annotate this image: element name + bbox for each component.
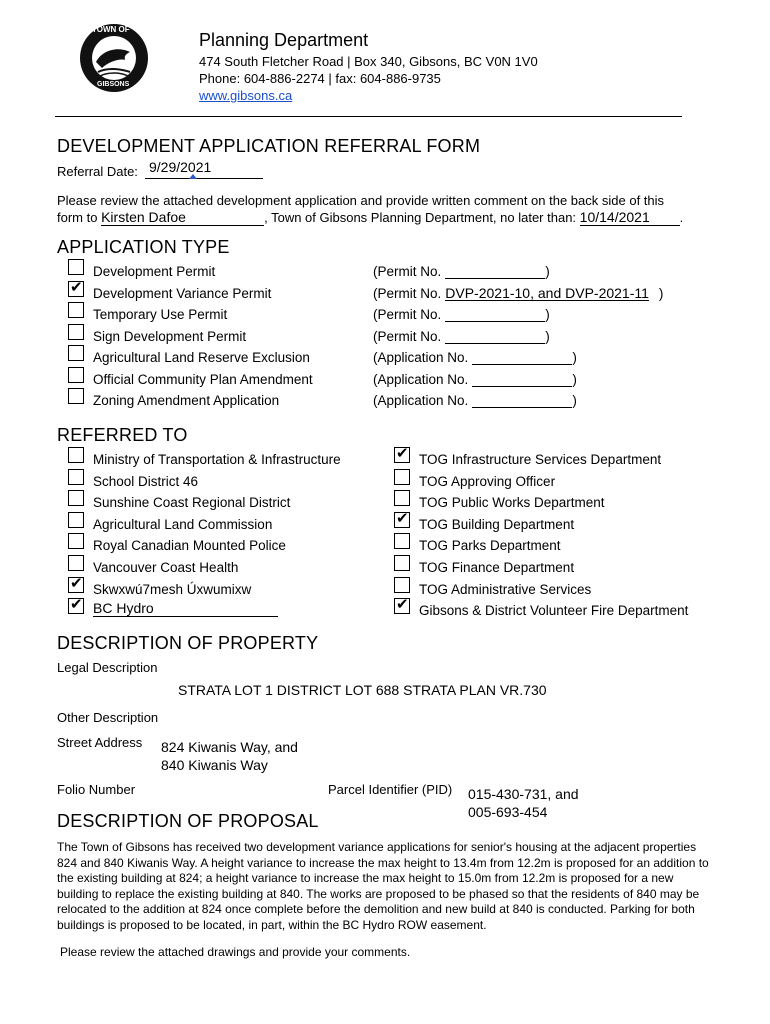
proposal-text[interactable]: The Town of Gibsons has received two development variance applications for senior's housing at the adjacent properties 824 and 840 Kiwanis Way. A height variance to increase the max height to 13.4m from 12.2m is proposed for an addition to the existing building at 824; a height variance to increase the max height to 15.0m from 12.2m is proposed for a new building to replace the existing building at 840. The works are proposed to be phased so that the residents of 840 may be relocated to the addition at 824 once complete before the demolition and new build at 840 is conducted. Parking for both buildings is proposed to be located, in part, within the BC Hydro ROW easement. — [57, 840, 709, 932]
referral-department-checkbox[interactable] — [394, 555, 410, 571]
department-address: 474 South Fletcher Road | Box 340, Gibsons, BC V0N 1V0 — [199, 54, 538, 69]
reference-number-field — [373, 328, 550, 344]
referred-to-heading: REFERRED TO — [57, 425, 188, 445]
referral-department-checkbox[interactable] — [394, 598, 410, 614]
reference-number-close: ) — [545, 328, 550, 344]
referral-department-label: TOG Parks Department — [419, 538, 561, 554]
referral-agency-label: Skwxwú7mesh Úxwumixw — [93, 581, 252, 597]
application-type-checkbox[interactable] — [68, 324, 84, 340]
proposal-closing: Please review the attached drawings and provide your comments. — [60, 945, 411, 959]
referral-date-value: 9/29/2021 — [149, 159, 212, 175]
header-divider — [55, 116, 682, 117]
logo-text-top: TOWN OF — [92, 25, 130, 34]
recipient-value: Kirsten Dafoe — [101, 209, 186, 225]
application-type-heading: APPLICATION TYPE — [57, 237, 230, 257]
department-title: Planning Department — [199, 30, 369, 50]
referral-department-label: TOG Finance Department — [419, 560, 575, 575]
reference-number-value: DVP-2021-10, and DVP-2021-11 — [445, 284, 649, 301]
reference-number-label: (Permit No. — [373, 285, 442, 301]
other-agency-field[interactable]: BC Hydro — [93, 600, 278, 617]
application-type-label: Sign Development Permit — [93, 328, 247, 344]
reference-number-field — [373, 285, 663, 301]
reference-number-label: (Permit No. — [373, 328, 442, 344]
reference-number-input[interactable] — [445, 263, 545, 279]
checkmark-icon: ✔ — [396, 596, 409, 614]
referral-agency-checkbox[interactable] — [68, 512, 84, 528]
referral-agency-label: School District 46 — [93, 473, 199, 489]
reference-number-close: ) — [572, 350, 577, 365]
reference-number-close: ) — [658, 285, 664, 301]
application-type-label: Temporary Use Permit — [93, 307, 228, 322]
checkmark-icon: ✔ — [396, 509, 409, 527]
referral-date-field[interactable] — [145, 158, 263, 179]
reference-number-close: ) — [572, 393, 577, 408]
referral-department-label: TOG Building Department — [419, 516, 575, 532]
reference-number-input[interactable] — [445, 328, 545, 344]
reference-number-input[interactable] — [445, 285, 649, 301]
application-type-checkbox[interactable] — [68, 278, 84, 297]
application-type-label: Development Variance Permit — [93, 285, 272, 301]
reference-number-close: ) — [545, 307, 550, 322]
application-type-label: Official Community Plan Amendment — [93, 371, 313, 387]
application-type-label: Agricultural Land Reserve Exclusion — [93, 350, 310, 365]
application-type-checkbox[interactable] — [68, 259, 84, 275]
reference-number-input[interactable] — [472, 392, 572, 408]
referral-department-label: Gibsons & District Volunteer Fire Department — [419, 603, 689, 619]
street-address-line-2[interactable]: 840 Kiwanis Way — [161, 757, 268, 773]
referral-agency-checkbox[interactable] — [68, 447, 84, 463]
reference-number-input[interactable] — [445, 306, 545, 322]
referral-department-label: TOG Administrative Services — [419, 581, 592, 597]
instruction-line-2 — [57, 209, 683, 226]
referral-department-checkbox[interactable] — [394, 533, 410, 549]
checkmark-icon: ✔ — [70, 278, 83, 296]
referral-agency-label: Agricultural Land Commission — [93, 516, 273, 532]
application-type-checkbox[interactable] — [68, 388, 84, 404]
instruction-line-1: Please review the attached development application and provide written comment on the back side of this — [57, 193, 665, 208]
folio-number-label: Folio Number — [57, 782, 136, 797]
logo-text-bottom: GIBSONS — [97, 81, 130, 88]
application-type-checkbox[interactable] — [68, 302, 84, 318]
pid-line-1[interactable]: 015-430-731, and — [468, 786, 579, 802]
deadline-value: 10/14/2021 — [579, 209, 650, 225]
other-description-label: Other Description — [57, 710, 159, 725]
referral-department-label: TOG Approving Officer — [419, 473, 556, 489]
instruction-prefix: form to — [57, 210, 98, 225]
referral-agency-checkbox[interactable] — [68, 469, 84, 485]
application-type-checkbox[interactable] — [68, 367, 84, 383]
reference-number-label: (Permit No. — [373, 264, 442, 279]
application-type-label: Zoning Amendment Application — [93, 393, 280, 408]
deadline-field[interactable] — [580, 209, 680, 226]
department-phone: Phone: 604-886-2274 | fax: 604-886-9735 — [199, 71, 441, 86]
referral-department-checkbox[interactable] — [394, 577, 410, 593]
form-title: DEVELOPMENT APPLICATION REFERRAL FORM — [57, 136, 481, 156]
reference-number-input[interactable] — [472, 371, 572, 387]
checkmark-icon: ✔ — [396, 445, 409, 462]
referral-agency-checkbox[interactable] — [68, 490, 84, 506]
referral-agency-checkbox[interactable] — [68, 533, 84, 549]
instruction-period: . — [679, 210, 684, 225]
referral-department-checkbox[interactable] — [394, 509, 410, 528]
field-marker-icon — [189, 174, 197, 179]
referral-agency-label: Sunshine Coast Regional District — [93, 495, 291, 511]
referral-department-checkbox[interactable] — [394, 490, 410, 506]
referral-agency-label: Vancouver Coast Health — [93, 560, 239, 575]
referral-agency-label: Royal Canadian Mounted Police — [93, 538, 286, 554]
reference-number-label: (Application No. — [373, 393, 469, 408]
legal-description-label: Legal Description — [57, 660, 158, 675]
reference-number-label: (Application No. — [373, 350, 469, 365]
reference-number-label: (Permit No. — [373, 307, 442, 322]
checkmark-icon: ✔ — [70, 596, 83, 614]
instruction-mid: , Town of Gibsons Planning Department, no later than: — [264, 210, 577, 225]
application-type-label: Development Permit — [93, 264, 216, 279]
pid-line-2[interactable]: 005-693-454 — [468, 804, 548, 820]
reference-number-field — [373, 306, 550, 322]
reference-number-field — [373, 349, 577, 365]
reference-number-close: ) — [572, 371, 577, 387]
proposal-heading: DESCRIPTION OF PROPOSAL — [57, 811, 319, 831]
legal-description-value[interactable]: STRATA LOT 1 DISTRICT LOT 688 STRATA PLAN VR.730 — [178, 682, 547, 698]
recipient-field[interactable] — [101, 209, 264, 226]
referral-department-label: TOG Public Works Department — [419, 495, 605, 511]
reference-number-field — [373, 371, 577, 387]
town-of-gibsons-logo — [78, 22, 150, 94]
referral-agency-checkbox[interactable] — [68, 598, 84, 614]
application-type-checkbox[interactable] — [68, 345, 84, 361]
referral-department-checkbox[interactable] — [394, 447, 410, 463]
referral-date-label: Referral Date: — [57, 164, 138, 179]
referral-agency-checkbox[interactable] — [68, 555, 84, 571]
referral-agency-checkbox[interactable] — [68, 574, 84, 593]
reference-number-close: ) — [545, 264, 550, 279]
website-link[interactable]: www.gibsons.ca — [199, 88, 293, 103]
reference-number-field — [373, 263, 550, 279]
reference-number-field — [373, 392, 577, 408]
street-address-label: Street Address — [57, 735, 143, 750]
reference-number-input[interactable] — [472, 349, 572, 365]
referral-department-checkbox[interactable] — [394, 469, 410, 485]
pid-label: Parcel Identifier (PID) — [328, 782, 453, 797]
checkmark-icon: ✔ — [70, 574, 83, 592]
street-address-line-1[interactable]: 824 Kiwanis Way, and — [161, 739, 298, 755]
referral-agency-label: Ministry of Transportation & Infrastructure — [93, 452, 341, 467]
referral-department-label: TOG Infrastructure Services Department — [419, 452, 662, 467]
property-heading: DESCRIPTION OF PROPERTY — [57, 633, 319, 653]
reference-number-label: (Application No. — [373, 371, 469, 387]
